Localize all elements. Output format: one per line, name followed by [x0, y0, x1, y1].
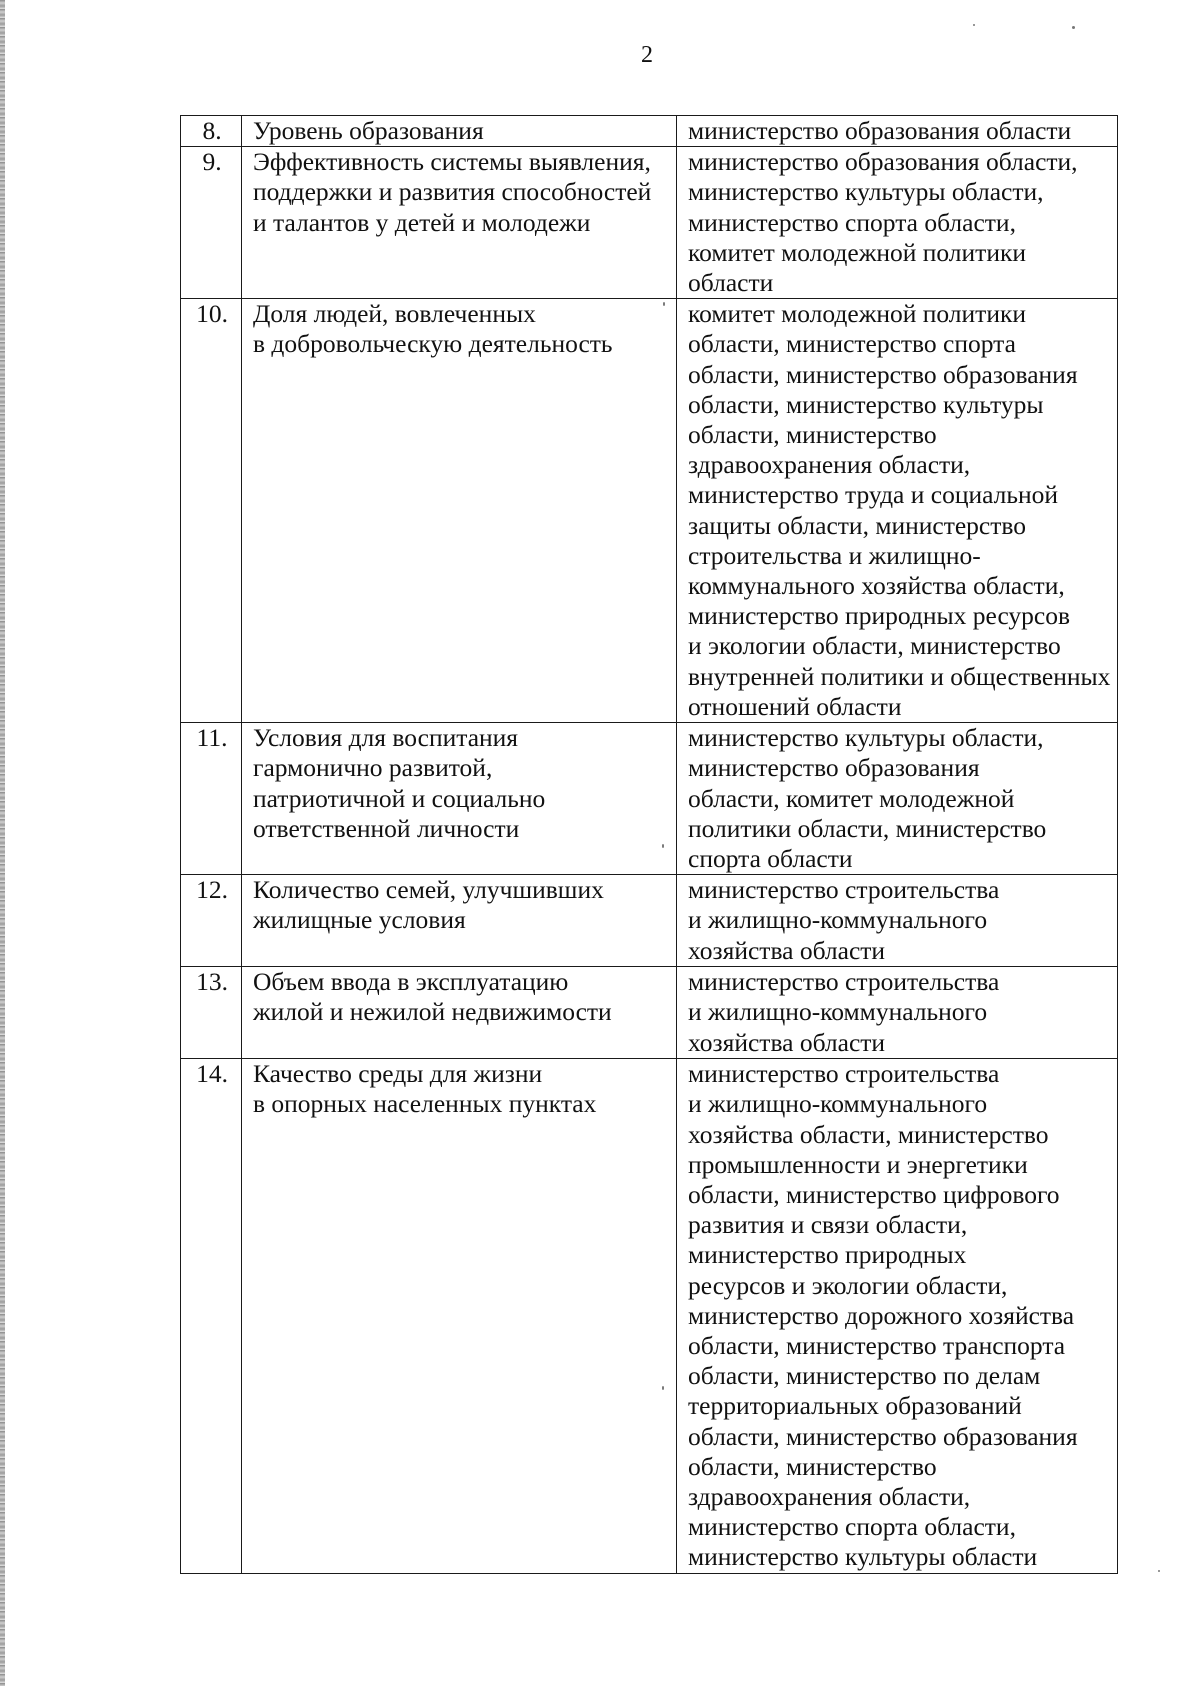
responsible-cell: министерство строительства и жилищно-коммунального хозяйства области, министерство промышленности и энергетики области, министерство цифрового развития и связи области, министерство природных ресурсов и экологии области, министерство дорожного хозяйства области, министерство транспорта области, министерство по делам территориальных образований области, министерство образования области, министерство здравоохранения области, министерство спорта области, министерство культуры области: [677, 1059, 1118, 1574]
table-row: [181, 875, 1118, 967]
scan-speck: [663, 302, 665, 306]
responsible-cell: министерство образования области, министерство культуры области, министерство спорта области, комитет молодежной политики области: [677, 147, 1118, 299]
indicator-cell: Доля людей, вовлеченных в добровольческую деятельность: [242, 299, 677, 723]
page-number: 2: [641, 42, 653, 68]
table-row: [181, 116, 1118, 147]
scan-speck: [1072, 26, 1075, 29]
row-number: 11.: [181, 723, 242, 875]
row-number: 14.: [181, 1059, 242, 1574]
indicator-cell: Качество среды для жизни в опорных населенных пунктах: [242, 1059, 677, 1574]
table-row: [181, 1059, 1118, 1574]
indicator-cell: Эффективность системы выявления, поддержки и развития способностей и талантов у детей и молодежи: [242, 147, 677, 299]
indicator-cell: Объем ввода в эксплуатацию жилой и нежилой недвижимости: [242, 967, 677, 1059]
responsible-cell: комитет молодежной политики области, министерство спорта области, министерство образования области, министерство культуры области, министерство здравоохранения области, министерство труда и социальной защиты области, министерство строительства и жилищно- коммунального хозяйства области, министерство природных ресурсов и экологии области, министерство внутренней политики и общественных отношений области: [677, 299, 1118, 723]
table-row: [181, 147, 1118, 299]
row-number: 10.: [181, 299, 242, 723]
row-number: 8.: [181, 116, 242, 147]
row-number: 12.: [181, 875, 242, 967]
indicator-cell: Условия для воспитания гармонично развитой, патриотичной и социально ответственной личности: [242, 723, 677, 875]
row-number: 9.: [181, 147, 242, 299]
scan-speck: [662, 844, 664, 848]
table-row: [181, 299, 1118, 723]
responsible-cell: министерство культуры области, министерство образования области, комитет молодежной политики области, министерство спорта области: [677, 723, 1118, 875]
table-row: [181, 967, 1118, 1059]
scan-edge: [0, 0, 5, 1686]
responsible-cell: министерство строительства и жилищно-коммунального хозяйства области: [677, 967, 1118, 1059]
indicator-cell: Уровень образования: [242, 116, 677, 147]
responsible-cell: министерство строительства и жилищно-коммунального хозяйства области: [677, 875, 1118, 967]
indicators-table: [180, 115, 1118, 1574]
responsible-cell: министерство образования области: [677, 116, 1118, 147]
scan-speck: [662, 1386, 664, 1390]
row-number: 13.: [181, 967, 242, 1059]
scan-speck: [973, 24, 975, 26]
indicator-cell: Количество семей, улучшивших жилищные условия: [242, 875, 677, 967]
scan-speck: [1158, 1570, 1160, 1572]
table-row: [181, 723, 1118, 875]
